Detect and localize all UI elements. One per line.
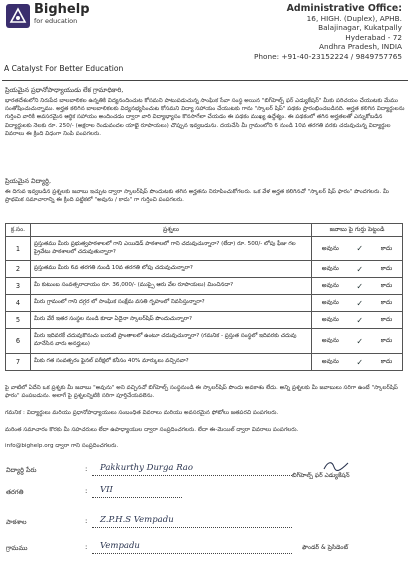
answer-no[interactable]: కాదు <box>380 358 393 365</box>
tagline: A Catalyst For Better Education <box>4 64 124 73</box>
row-question: మీరు గ్రామంలో గాని దగ్గర లో సాంఘిక సంక్షేమ వసతి గృహంలో నివసిస్తున్నారా? <box>31 295 312 312</box>
village-value[interactable]: Vempadu <box>100 541 140 551</box>
tick-mark-icon: ✓ <box>356 264 364 274</box>
bighelp-logo-icon <box>6 4 30 28</box>
office-address <box>252 3 402 61</box>
header-divider <box>2 80 408 81</box>
row-question: ప్రస్తుతము మీరు 6వ తరగతి నుండి 10వ తరగతి లోపు చదువుచున్నారా? <box>31 261 312 278</box>
tick-mark-icon: ✓ <box>356 244 364 253</box>
office-line: Hyderabad - 72 <box>345 32 402 42</box>
table-row <box>6 237 403 261</box>
row-number: 7 <box>6 354 31 371</box>
answer-yes[interactable]: అవును <box>321 282 339 289</box>
answer-yes[interactable]: అవును <box>321 265 339 272</box>
row-question: ప్రస్తుతము మీరు ప్రభుత్వపాఠశాలలో గాని ఎయిడెడ్ పాఠశాలలో గాని చదువుచున్నారా? (లేదా) రూ. 500/- లోపు ఫీజు గల ప్రైవేటు పాఠశాలలో చదువుతున్నారా? <box>31 237 312 261</box>
office-line: 16, HIGH. (Duplex), APHB. <box>306 14 402 23</box>
table-row <box>6 278 403 295</box>
email-line: info@bighelp.org ద్వారా గాని సంప్రదించగలరు. <box>5 443 119 449</box>
founder-title: ఫౌండర్ & ప్రెసిడెంట్ <box>302 544 349 551</box>
answer-no[interactable]: కాదు <box>380 299 393 306</box>
table-row <box>6 329 403 354</box>
class-label: తరగతి <box>6 488 24 496</box>
closing-paragraph: పై వాటిలో ఏదేని ఒక ప్రశ్నకు మీ జవాబు "అవును" అని వచ్చినచో బిగ్‌హెల్ప్ సంస్థనుండి ఈ స్కాలర్‌షిప్ పొందు అవకాశం లేదు. అన్ని ప్రశ్నలకు మీ జవాబులు సరిగా ఉంటే "స్కాలర్‌షిప్ ఫారం" పంపబడును. అలాగే పై ప్రశ్నలన్నిటికి సరిగా పూర్తిచేయవలెను. <box>5 385 398 400</box>
col-header-answer: జవాబు పై గుర్తు పెట్టండి <box>312 224 403 237</box>
row-question: మీ కుటుంబ సంవత్సరాదాయం రూ. 36,000/- (ముప్పై ఆరు వేల రూపాయలు) మించినదా? <box>31 278 312 295</box>
office-title: Administrative Office: <box>286 3 402 14</box>
table-row <box>6 295 403 312</box>
row-question: మీరు వేరే ఇతర సంస్థల నుండి కూడా ఏదైనా స్కాలర్‌షిప్ పొందుచున్నారా? <box>31 312 312 329</box>
office-line: Balajinagar, Kukatpally <box>318 23 402 33</box>
instructions-paragraph: ఈ దిగువ ఇవ్వబడిన ప్రశ్నలకు జవాబు ఇచ్చుట ద్వారా స్కాలర్‌షిప్ పొందుటకు తగిన అర్హతను నిరూపించుకోగలరు. ఒక వేళ అర్హత కలిగినచో "స్కాలర్ షిప్ ఫారం" పొందగలరు. మీ ప్రాథమిక సమాచారాన్ని ఈ క్రింది పట్టికలో "అవును / కాదు" గా గుర్తించి పంపగలరు. <box>5 189 390 204</box>
table-row <box>6 312 403 329</box>
tick-mark-icon: ✓ <box>356 336 364 346</box>
brand-name: Bighelp <box>34 2 90 17</box>
office-line: Andhra Pradesh, INDIA <box>319 42 402 52</box>
contact-paragraph: మరింత సమాచారం కొరకు మీ సహచరులు లేదా ఉపాధ్యాయుల ద్వారా సంప్రదించగలరు. లేదా ఈ-మెయిల్ ద్వారా వివరాలు పంపగలరు. <box>5 427 299 433</box>
row-number: 2 <box>6 261 31 278</box>
tick-mark-icon: ✓ <box>356 281 364 291</box>
village-line <box>92 553 292 554</box>
brand-subtitle: for education <box>34 17 78 25</box>
student-name-line <box>92 475 292 476</box>
table-row <box>6 354 403 371</box>
row-answer <box>312 329 403 354</box>
row-answer <box>312 278 403 295</box>
student-name-value[interactable]: Pakkurthy Durga Rao <box>100 463 193 473</box>
school-label: పాఠశాల <box>6 518 27 526</box>
village-label: గ్రామము <box>6 544 28 552</box>
colon: : <box>85 517 88 525</box>
answer-yes[interactable]: అవును <box>321 244 339 252</box>
row-number: 4 <box>6 295 31 312</box>
answer-no[interactable]: కాదు <box>380 337 393 344</box>
answer-yes[interactable]: అవును <box>321 337 339 344</box>
intro-paragraph: భారతదేశంలోని నిరుపేద బాలబాలికల ఉన్నతికి విద్యనందించుట కోసమని పాటుపడుచున్న సాంఘిక సేవా సంస్థ అయిన "బిగ్‌హెల్ప్ ఫర్ ఎడ్యుకేషన్" మీకు పరిచయం చేయుటకు మేము సంతోషించుచున్నాము. అర్హత కలిగిన బాలబాలికలకు విద్యనభ్యసించుట కోసమని విద్యా సహాయం చేయుటకు గాను "స్కాలర్ షిప్" పథకం ప్రారంభించబడినది. అర్హత కలిగిన విద్యార్థులను గుర్తించి వారికి అవసరమైన ఆర్థిక సహాయం అందించడం ద్వారా వారి విద్యాభ్యాసం కొనసాగేలా చేయడం ఈ పథకం ముఖ్య ఉద్దేశ్యం. ఈ పథకంలో తగిన అర్హతలతో ఎన్నుకోబడిన విద్యార్థులకు నెలకు రూ. 250/- (అక్షరాల రెండువందల యాభై రూపాయలు) చొప్పున ఇవ్వబడును. దయచేసి మీ గ్రామంలోని 6 నుండి 10వ తరగతి వరకు చదువుచున్న విద్యార్థుల వివరాలు ఈ క్రింది విధంగా నింపి పంపగలరు. <box>5 98 405 137</box>
colon: : <box>85 543 88 551</box>
colon: : <box>85 465 88 473</box>
row-question: మీరు ఇదివరకే చదువుకొనుచు బయటి ప్రాంతాలలో ఉంటూ చదువుచున్నారా? (గమనిక - ప్రస్తుత సంస్థలో ఇదివరకు చదువు మానేసిన వారు అనర్హులు) <box>31 329 312 354</box>
row-question: మీకు గత సంవత్సరం ఫైనల్ పరీక్షలో కనీసం 40% మార్కులు వచ్చినవా? <box>31 354 312 371</box>
col-header-sno: క్ర.సం. <box>6 224 31 237</box>
student-greeting: ప్రియమైన విద్యార్థి, <box>5 177 51 185</box>
organisation-sign: బిగ్‌హెల్ప్ ఫర్ ఎడ్యుకేషన్ <box>292 472 350 479</box>
answer-no[interactable]: కాదు <box>380 316 393 323</box>
school-line <box>92 527 292 528</box>
school-value[interactable]: Z.P.H.S Vempadu <box>100 515 174 525</box>
col-header-question: ప్రశ్నలు <box>31 224 312 237</box>
row-number: 1 <box>6 237 31 261</box>
note-paragraph: గమనిక : విద్యార్థులు మరియు ప్రధానోపాధ్యాయులు సంబంధిత వివరాలు మరియు అవసరమైన ఫోటోలు జతపరచి పంపగలరు. <box>5 410 279 416</box>
row-answer <box>312 295 403 312</box>
eligibility-table <box>5 223 403 371</box>
tick-mark-icon: ✓ <box>356 315 364 325</box>
table-row <box>6 261 403 278</box>
salutation: ప్రియమైన ప్రధానోపాధ్యాయుడు లేక గ్రామాధికారి, <box>5 86 124 94</box>
answer-no[interactable]: కాదు <box>380 265 393 272</box>
row-number: 5 <box>6 312 31 329</box>
table-header-row <box>6 224 403 237</box>
colon: : <box>85 487 88 495</box>
answer-yes[interactable]: అవును <box>321 358 339 365</box>
answer-yes[interactable]: అవును <box>321 316 339 323</box>
row-number: 3 <box>6 278 31 295</box>
row-answer <box>312 237 403 261</box>
student-name-label: విద్యార్థి పేరు <box>6 466 37 474</box>
answer-no[interactable]: కాదు <box>380 244 393 252</box>
answer-no[interactable]: కాదు <box>380 282 393 289</box>
class-value[interactable]: VII <box>100 485 113 495</box>
class-line <box>92 497 182 498</box>
tick-mark-icon: ✓ <box>356 357 364 367</box>
office-phone: Phone: +91-40-23152224 / 9849757765 <box>254 51 402 61</box>
answer-yes[interactable]: అవును <box>321 299 339 306</box>
row-answer <box>312 354 403 371</box>
row-answer <box>312 261 403 278</box>
row-answer <box>312 312 403 329</box>
row-number: 6 <box>6 329 31 354</box>
tick-mark-icon: ✓ <box>356 298 364 308</box>
